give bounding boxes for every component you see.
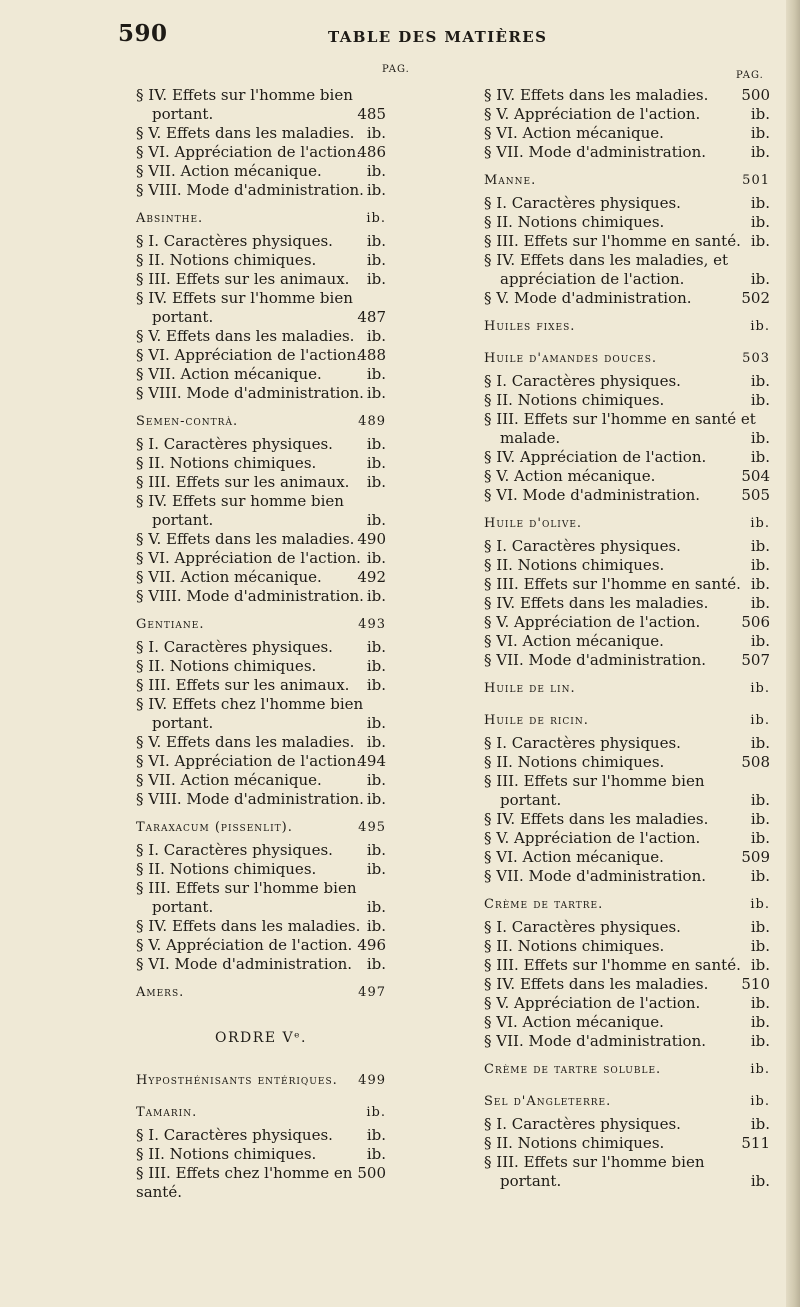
- toc-section-entry: [136, 86, 386, 124]
- toc-section-entry: [484, 232, 770, 251]
- toc-section-entry: [136, 473, 386, 492]
- entry-page: 505: [741, 486, 770, 504]
- entry-title: § VII. Mode d'administration.: [484, 143, 706, 161]
- toc-section-entry: [484, 994, 770, 1013]
- entry-title: § VIII. Mode d'administration.: [136, 790, 364, 808]
- entry-title: § I. Caractères physiques.: [484, 194, 681, 212]
- pag-column-label: PAG.: [736, 70, 764, 81]
- entry-page: 504: [741, 467, 770, 485]
- entry-title: § IV. Effets dans les maladies.: [484, 86, 709, 104]
- entry-page: 502: [741, 289, 770, 307]
- entry-page: ib.: [366, 638, 386, 656]
- entry-title: § III. Effets sur l'homme bien portant.: [484, 772, 705, 809]
- entry-page: ib.: [366, 1145, 386, 1163]
- entry-title: § VI. Action mécanique.: [484, 1013, 664, 1031]
- entry-page: ib.: [750, 391, 770, 409]
- entry-title: Tamarin.: [136, 1105, 198, 1120]
- entry-page: 485: [357, 105, 386, 123]
- toc-section-entry: [484, 1013, 770, 1032]
- page-number: 590: [118, 20, 168, 47]
- entry-page: ib.: [366, 676, 386, 694]
- toc-heading: [484, 511, 770, 537]
- toc-section-entry: [484, 753, 770, 772]
- entry-page: 492: [357, 568, 386, 586]
- toc-section-entry: [136, 917, 386, 936]
- entry-title: § I. Caractères physiques.: [484, 537, 681, 555]
- toc-section-entry: [136, 435, 386, 454]
- toc-heading: [484, 168, 770, 194]
- entry-page: ib.: [750, 1115, 770, 1133]
- entry-page: 486: [357, 143, 386, 161]
- entry-title: § I. Caractères physiques.: [484, 918, 681, 936]
- entry-page: ib.: [750, 867, 770, 885]
- entry-page: 496: [357, 936, 386, 954]
- toc-section-entry: [484, 848, 770, 867]
- entry-page: ib.: [750, 270, 770, 288]
- toc-section-entry: [136, 638, 386, 657]
- entry-page: ib.: [366, 124, 386, 142]
- toc-section-entry: [136, 384, 386, 403]
- entry-page: ib.: [366, 587, 386, 605]
- entry-page: ib.: [366, 790, 386, 808]
- entry-title: Amers.: [136, 985, 185, 1000]
- entry-title: § II. Notions chimiques.: [136, 657, 317, 675]
- entry-page: ib.: [750, 319, 770, 334]
- entry-title: § II. Notions chimiques.: [136, 860, 317, 878]
- entry-title: § VI. Appréciation de l'action.: [136, 752, 361, 770]
- entry-page: 490: [357, 530, 386, 548]
- entry-title: § V. Effets dans les maladies.: [136, 530, 355, 548]
- toc-section-entry: [136, 1145, 386, 1164]
- toc-section-entry: [136, 676, 386, 695]
- entry-page: ib.: [750, 1013, 770, 1031]
- entry-page: ib.: [750, 448, 770, 466]
- entry-page: ib.: [750, 632, 770, 650]
- entry-title: § III. Effets sur l'homme en santé.: [484, 575, 741, 593]
- toc-section-entry: [484, 772, 770, 810]
- toc-heading: [484, 346, 770, 372]
- toc-section-entry: [136, 879, 386, 917]
- entry-title: § IV. Effets sur l'homme bien portant.: [136, 289, 353, 326]
- entry-title: § V. Appréciation de l'action.: [484, 613, 701, 631]
- entry-title: § III. Effets sur les animaux.: [136, 676, 350, 694]
- toc-section-entry: [136, 568, 386, 587]
- entry-title: § VI. Action mécanique.: [484, 632, 664, 650]
- toc-section-entry: [136, 657, 386, 676]
- toc-section-entry: [136, 733, 386, 752]
- toc-section-entry: [484, 105, 770, 124]
- entry-page: 494: [357, 752, 386, 770]
- entry-page: ib.: [750, 194, 770, 212]
- entry-title: § VIII. Mode d'administration.: [136, 181, 364, 199]
- toc-section-entry: [484, 632, 770, 651]
- entry-page: ib.: [366, 1126, 386, 1144]
- entry-title: § IV. Effets sur l'homme bien portant.: [136, 86, 353, 123]
- toc-section-entry: [136, 289, 386, 327]
- entry-title: § VI. Appréciation de l'action.: [136, 346, 361, 364]
- entry-page: ib.: [366, 860, 386, 878]
- toc-section-entry: [136, 790, 386, 809]
- toc-section-entry: [484, 937, 770, 956]
- entry-title: § V. Appréciation de l'action.: [136, 936, 353, 954]
- toc-section-entry: [136, 530, 386, 549]
- toc-entries: [136, 86, 386, 1201]
- entry-title: Huile de lin.: [484, 681, 576, 696]
- entry-title: Crème de tartre.: [484, 897, 604, 912]
- order-heading: ORDRE Vᵉ.: [215, 1030, 307, 1046]
- toc-section-entry: [484, 829, 770, 848]
- entry-title: Manne.: [484, 173, 537, 188]
- toc-section-entry: [136, 124, 386, 143]
- toc-heading: [136, 815, 386, 841]
- toc-section-entry: [136, 492, 386, 530]
- toc-section-entry: [136, 695, 386, 733]
- entry-title: § V. Mode d'administration.: [484, 289, 692, 307]
- entry-title: § VII. Action mécanique.: [136, 365, 322, 383]
- toc-section-entry: [484, 575, 770, 594]
- toc-section-entry: [484, 86, 770, 105]
- entry-page: ib.: [366, 771, 386, 789]
- entry-title: § III. Effets sur les animaux.: [136, 473, 350, 491]
- entry-page: 493: [358, 617, 386, 632]
- entry-page: 510: [741, 975, 770, 993]
- entry-page: ib.: [366, 511, 386, 529]
- entry-title: § IV. Effets dans les maladies.: [484, 810, 709, 828]
- entry-page: ib.: [750, 937, 770, 955]
- toc-section-entry: [484, 594, 770, 613]
- entry-page: ib.: [366, 955, 386, 973]
- entry-page: ib.: [366, 917, 386, 935]
- entry-title: § VII. Action mécanique.: [136, 568, 322, 586]
- toc-section-entry: [484, 372, 770, 391]
- toc-section-entry: [484, 651, 770, 670]
- entry-title: § I. Caractères physiques.: [484, 1115, 681, 1133]
- entry-title: § III. Effets sur les animaux.: [136, 270, 350, 288]
- entry-page: ib.: [366, 714, 386, 732]
- toc-heading: [484, 314, 770, 340]
- toc-section-entry: [484, 556, 770, 575]
- entry-title: Taraxacum (pissenlit).: [136, 820, 293, 835]
- toc-heading: [136, 206, 386, 232]
- entry-title: § V. Effets dans les maladies.: [136, 733, 355, 751]
- entry-title: § V. Appréciation de l'action.: [484, 829, 701, 847]
- entry-title: § VII. Mode d'administration.: [484, 651, 706, 669]
- entry-page: ib.: [366, 327, 386, 345]
- entry-page: ib.: [750, 1062, 770, 1077]
- toc-section-entry: [484, 143, 770, 162]
- entry-page: ib.: [366, 384, 386, 402]
- toc-section-entry: [136, 587, 386, 606]
- entry-page: ib.: [750, 594, 770, 612]
- toc-section-entry: [136, 346, 386, 365]
- entry-page: ib.: [366, 454, 386, 472]
- entry-title: § V. Effets dans les maladies.: [136, 327, 355, 345]
- toc-section-entry: [136, 1126, 386, 1145]
- entry-page: ib.: [750, 372, 770, 390]
- toc-heading: [136, 409, 386, 435]
- toc-section-entry: [484, 918, 770, 937]
- entry-page: ib.: [750, 994, 770, 1012]
- entry-page: ib.: [750, 213, 770, 231]
- entry-title: Sel d'Angleterre.: [484, 1094, 612, 1109]
- entry-title: Huile de ricin.: [484, 713, 589, 728]
- toc-section-entry: [136, 251, 386, 270]
- entry-title: § II. Notions chimiques.: [484, 213, 665, 231]
- entry-page: ib.: [750, 897, 770, 912]
- entry-page: ib.: [750, 429, 770, 447]
- toc-section-entry: [484, 486, 770, 505]
- entry-page: 501: [742, 173, 770, 188]
- entry-title: § I. Caractères physiques.: [136, 435, 333, 453]
- entry-title: § I. Caractères physiques.: [484, 372, 681, 390]
- entry-title: § IV. Effets dans les maladies.: [484, 975, 709, 993]
- entry-page: ib.: [366, 549, 386, 567]
- toc-section-entry: [484, 124, 770, 143]
- entry-title: § V. Appréciation de l'action.: [484, 994, 701, 1012]
- entry-page: ib.: [366, 435, 386, 453]
- entry-title: Huile d'olive.: [484, 516, 583, 531]
- entry-title: § II. Notions chimiques.: [136, 454, 317, 472]
- toc-section-entry: [484, 810, 770, 829]
- toc-section-entry: [136, 841, 386, 860]
- entry-page: ib.: [750, 1172, 770, 1190]
- entry-title: Hyposthénisants entériques.: [136, 1073, 338, 1088]
- entry-page: 499: [358, 1073, 386, 1088]
- toc-heading: [136, 1100, 386, 1126]
- entry-title: § VI. Action mécanique.: [484, 848, 664, 866]
- entry-title: Huiles fixes.: [484, 319, 576, 334]
- toc-section-entry: [484, 448, 770, 467]
- entry-title: § II. Notions chimiques.: [484, 1134, 665, 1152]
- toc-section-entry: [484, 1032, 770, 1051]
- toc-section-entry: [136, 955, 386, 974]
- page-edge: [786, 0, 800, 1307]
- entry-title: § VII. Action mécanique.: [136, 771, 322, 789]
- running-title: TABLE DES MATIÈRES: [328, 28, 548, 46]
- entry-title: § II. Notions chimiques.: [136, 251, 317, 269]
- toc-heading: [136, 980, 386, 1006]
- toc-section-entry: [136, 454, 386, 473]
- toc-section-entry: [484, 410, 770, 448]
- entry-title: Absinthe.: [136, 211, 204, 226]
- entry-page: ib.: [366, 181, 386, 199]
- entry-title: § III. Effets sur l'homme bien portant.: [136, 879, 357, 916]
- entry-page: ib.: [366, 232, 386, 250]
- entry-title: § VI. Appréciation de l'action.: [136, 143, 361, 161]
- entry-page: 497: [358, 985, 386, 1000]
- entry-title: § IV. Appréciation de l'action.: [484, 448, 707, 466]
- toc-heading: [484, 892, 770, 918]
- entry-page: ib.: [750, 516, 770, 531]
- entry-page: ib.: [750, 956, 770, 974]
- toc-section-entry: [136, 162, 386, 181]
- toc-section-entry: [484, 734, 770, 753]
- entry-title: § V. Action mécanique.: [484, 467, 656, 485]
- entry-page: ib.: [750, 791, 770, 809]
- entry-title: § III. Effets sur l'homme en santé.: [484, 232, 741, 250]
- toc-section-entry: [136, 1164, 386, 1201]
- entry-title: Crème de tartre soluble.: [484, 1062, 662, 1077]
- toc-section-entry: [484, 467, 770, 486]
- entry-page: 488: [357, 346, 386, 364]
- toc-section-entry: [484, 391, 770, 410]
- entry-page: ib.: [366, 657, 386, 675]
- entry-title: § IV. Effets sur homme bien portant.: [136, 492, 344, 529]
- entry-title: § V. Appréciation de l'action.: [484, 105, 701, 123]
- entry-page: 506: [741, 613, 770, 631]
- entry-title: § III. Effets chez l'homme en santé.: [136, 1164, 353, 1201]
- entry-page: ib.: [750, 734, 770, 752]
- toc-section-entry: [136, 365, 386, 384]
- entry-page: ib.: [750, 810, 770, 828]
- entry-page: ib.: [366, 211, 386, 226]
- toc-section-entry: [136, 860, 386, 879]
- entry-title: § I. Caractères physiques.: [484, 734, 681, 752]
- entry-page: 495: [358, 820, 386, 835]
- entry-page: ib.: [366, 473, 386, 491]
- entry-page: 500: [357, 1164, 386, 1182]
- entry-page: ib.: [750, 918, 770, 936]
- entry-page: 500: [741, 86, 770, 104]
- entry-title: § IV. Effets chez l'homme bien portant.: [136, 695, 364, 732]
- entry-title: § VIII. Mode d'administration.: [136, 587, 364, 605]
- toc-section-entry: [484, 1153, 770, 1191]
- toc-heading: [484, 676, 770, 702]
- entry-page: ib.: [366, 162, 386, 180]
- pag-column-label: PAG.: [382, 64, 410, 75]
- toc-section-entry: [136, 327, 386, 346]
- toc-section-entry: [484, 289, 770, 308]
- entry-page: 507: [741, 651, 770, 669]
- page-header: [118, 20, 678, 60]
- toc-section-entry: [136, 936, 386, 955]
- entry-page: ib.: [366, 841, 386, 859]
- entry-title: § IV. Effets dans les maladies.: [484, 594, 709, 612]
- toc-heading: [484, 708, 770, 734]
- entry-title: § IV. Effets dans les maladies, et appréciation de l'action.: [484, 251, 729, 288]
- toc-section-entry: [484, 251, 770, 289]
- entry-title: § II. Notions chimiques.: [484, 753, 665, 771]
- entry-page: ib.: [750, 1032, 770, 1050]
- toc-section-entry: [136, 752, 386, 771]
- entry-page: ib.: [750, 575, 770, 593]
- entry-page: ib.: [366, 251, 386, 269]
- entry-title: § VIII. Mode d'administration.: [136, 384, 364, 402]
- entry-page: ib.: [750, 143, 770, 161]
- toc-section-entry: [136, 549, 386, 568]
- entry-title: § III. Effets sur l'homme en santé.: [484, 956, 741, 974]
- toc-section-entry: [484, 1134, 770, 1153]
- entry-title: § V. Effets dans les maladies.: [136, 124, 355, 142]
- entry-title: § II. Notions chimiques.: [484, 937, 665, 955]
- entry-title: Huile d'amandes douces.: [484, 351, 658, 366]
- toc-section-entry: [484, 213, 770, 232]
- toc-entries: [484, 86, 770, 1191]
- toc-section-entry: [484, 1115, 770, 1134]
- entry-title: § II. Notions chimiques.: [484, 391, 665, 409]
- entry-page: ib.: [750, 105, 770, 123]
- toc-section-entry: [484, 537, 770, 556]
- entry-title: § VI. Mode d'administration.: [136, 955, 353, 973]
- toc-section-entry: [136, 232, 386, 251]
- toc-section-entry: [484, 613, 770, 632]
- toc-section-entry: [484, 194, 770, 213]
- entry-page: 503: [742, 351, 770, 366]
- entry-title: § VII. Mode d'administration.: [484, 867, 706, 885]
- entry-page: ib.: [750, 829, 770, 847]
- toc-section-entry: [484, 867, 770, 886]
- entry-page: ib.: [366, 270, 386, 288]
- entry-page: 509: [741, 848, 770, 866]
- toc-section-entry: [136, 771, 386, 790]
- entry-title: § I. Caractères physiques.: [136, 1126, 333, 1144]
- toc-heading: [136, 1068, 386, 1094]
- entry-page: 489: [358, 414, 386, 429]
- entry-page: ib.: [750, 124, 770, 142]
- toc-heading: [484, 1057, 770, 1083]
- entry-title: § II. Notions chimiques.: [136, 1145, 317, 1163]
- entry-page: ib.: [366, 365, 386, 383]
- entry-title: § I. Caractères physiques.: [136, 638, 333, 656]
- toc-heading: [484, 1089, 770, 1115]
- entry-page: ib.: [750, 713, 770, 728]
- entry-page: ib.: [750, 537, 770, 555]
- toc-section-entry: [484, 975, 770, 994]
- entry-page: ib.: [750, 556, 770, 574]
- entry-title: § VI. Mode d'administration.: [484, 486, 701, 504]
- entry-page: 511: [741, 1134, 770, 1152]
- entry-title: § VI. Appréciation de l'action.: [136, 549, 361, 567]
- entry-title: Semen-contrà.: [136, 414, 239, 429]
- entry-page: 508: [741, 753, 770, 771]
- entry-page: ib.: [750, 681, 770, 696]
- entry-title: § I. Caractères physiques.: [136, 841, 333, 859]
- entry-page: ib.: [750, 1094, 770, 1109]
- entry-title: § IV. Effets dans les maladies.: [136, 917, 361, 935]
- entry-title: § VII. Mode d'administration.: [484, 1032, 706, 1050]
- entry-title: Gentiane.: [136, 617, 205, 632]
- toc-heading: [136, 612, 386, 638]
- toc-section-entry: [136, 181, 386, 200]
- entry-title: § III. Effets sur l'homme en santé et malade.: [484, 410, 756, 447]
- entry-title: § VII. Action mécanique.: [136, 162, 322, 180]
- entry-page: ib.: [366, 733, 386, 751]
- entry-page: ib.: [366, 1105, 386, 1120]
- entry-page: ib.: [366, 898, 386, 916]
- entry-title: § VI. Action mécanique.: [484, 124, 664, 142]
- entry-page: ib.: [750, 232, 770, 250]
- entry-page: 487: [357, 308, 386, 326]
- entry-title: § III. Effets sur l'homme bien portant.: [484, 1153, 705, 1190]
- toc-section-entry: [136, 270, 386, 289]
- entry-title: § II. Notions chimiques.: [484, 556, 665, 574]
- toc-section-entry: [484, 956, 770, 975]
- toc-section-entry: [136, 143, 386, 162]
- entry-title: § I. Caractères physiques.: [136, 232, 333, 250]
